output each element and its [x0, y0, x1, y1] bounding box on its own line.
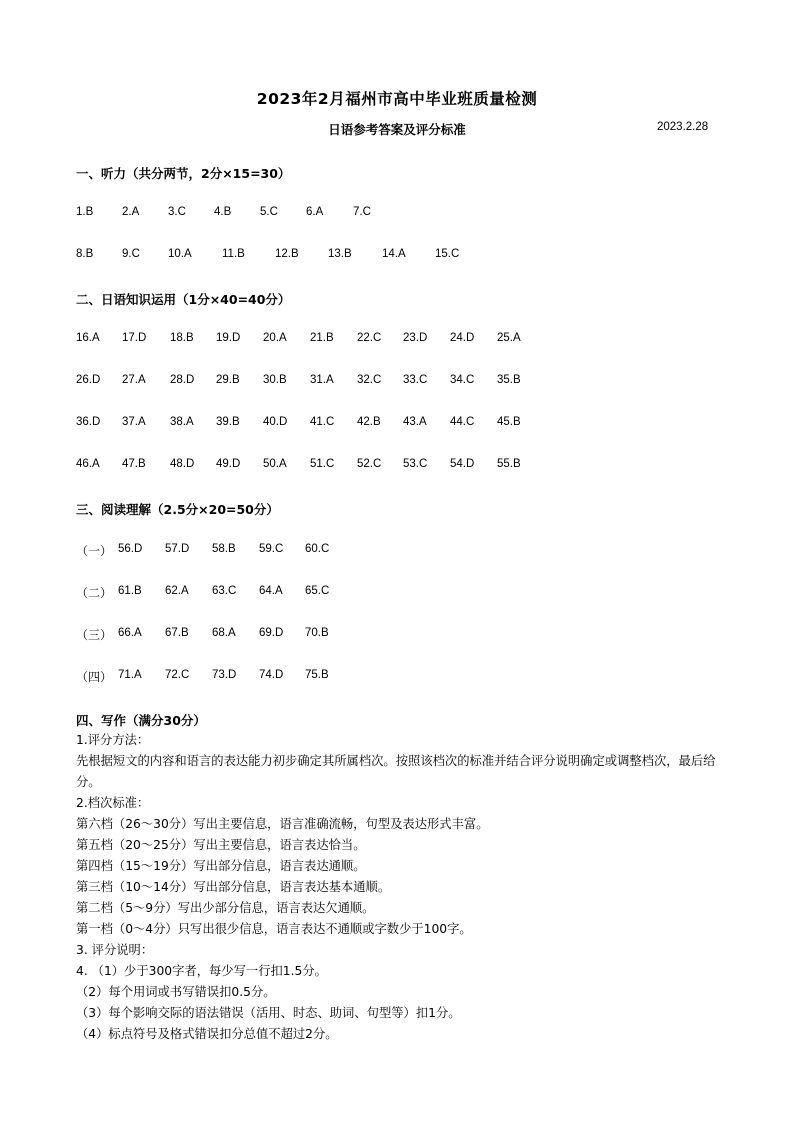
passage-label: （二）: [76, 586, 113, 600]
exam-date: 2023.2.28: [657, 121, 709, 133]
answer-item: 28.D: [170, 374, 195, 386]
answer-item: 29.B: [216, 374, 240, 386]
answer-item: 12.B: [275, 248, 299, 260]
criteria-line: 4. （1）少于300字者，每少写一行扣1.5分。: [76, 964, 327, 978]
answer-item: 71.A: [118, 669, 142, 681]
answer-item: 23.D: [403, 332, 428, 344]
answer-item: 1.B: [76, 206, 94, 218]
answer-item: 75.B: [305, 669, 329, 681]
section-heading-writing: 四、写作（满分30分）: [76, 713, 206, 728]
answer-item: 73.D: [212, 669, 237, 681]
writing-criteria: [76, 730, 724, 1045]
criteria-line: （3）每个影响交际的语法错误（活用、时态、助词、句型等）扣1分。: [76, 1006, 461, 1020]
answer-item: 13.B: [328, 248, 352, 260]
answer-item: 50.A: [263, 458, 287, 470]
answer-item: 36.D: [76, 416, 101, 428]
answer-item: 38.A: [170, 416, 194, 428]
answer-item: 49.D: [216, 458, 241, 470]
answer-item: 57.D: [165, 543, 190, 555]
criteria-line: 2.档次标准：: [76, 796, 150, 810]
answer-item: 25.A: [497, 332, 521, 344]
passage-label: （一）: [76, 544, 113, 558]
answer-item: 46.A: [76, 458, 100, 470]
answer-item: 62.A: [165, 585, 189, 597]
answer-item: 7.C: [353, 206, 371, 218]
answer-item: 55.B: [497, 458, 521, 470]
answer-item: 65.C: [305, 585, 330, 597]
answer-item: 18.B: [170, 332, 194, 344]
answer-item: 3.C: [168, 206, 186, 218]
criteria-line: 先根据短文的内容和语言的表达能力初步确定其所属档次。按照该档次的标准并结合评分说明确定或调整档次，最后给分。: [76, 754, 716, 789]
answer-item: 70.B: [305, 627, 329, 639]
answer-item: 30.B: [263, 374, 287, 386]
answer-item: 48.D: [170, 458, 195, 470]
answer-item: 27.A: [122, 374, 146, 386]
answer-item: 40.D: [263, 416, 288, 428]
criteria-line: 3. 评分说明：: [76, 943, 154, 957]
criteria-line: （2）每个用词或书写错误扣0.5分。: [76, 985, 276, 999]
page-subtitle: 日语参考答案及评分标准: [328, 122, 466, 137]
answer-item: 61.B: [118, 585, 142, 597]
answer-item: 32.C: [357, 374, 382, 386]
answer-item: 16.A: [76, 332, 100, 344]
answer-item: 47.B: [122, 458, 146, 470]
answer-item: 5.C: [260, 206, 278, 218]
answer-item: 64.A: [259, 585, 283, 597]
answer-item: 54.D: [450, 458, 475, 470]
answer-item: 10.A: [168, 248, 192, 260]
answer-item: 72.C: [165, 669, 190, 681]
criteria-line: 第四档（15～19分）写出部分信息，语言表达通顺。: [76, 859, 366, 873]
answer-item: 8.B: [76, 248, 94, 260]
answer-item: 66.A: [118, 627, 142, 639]
answer-item: 15.C: [435, 248, 460, 260]
answer-item: 58.B: [212, 543, 236, 555]
answer-item: 41.C: [310, 416, 335, 428]
criteria-line: 第五档（20～25分）写出主要信息，语言表达恰当。: [76, 838, 366, 852]
answer-item: 4.B: [214, 206, 232, 218]
answer-item: 68.A: [212, 627, 236, 639]
answer-item: 17.D: [122, 332, 147, 344]
answer-item: 42.B: [357, 416, 381, 428]
answer-item: 34.C: [450, 374, 475, 386]
answer-item: 56.D: [118, 543, 143, 555]
answer-item: 44.C: [450, 416, 475, 428]
answer-item: 74.D: [259, 669, 284, 681]
passage-label: （四）: [76, 670, 113, 684]
page-title: 2023年2月福州市高中毕业班质量检测: [256, 90, 538, 108]
criteria-line: 第六档（26～30分）写出主要信息，语言准确流畅，句型及表达形式丰富。: [76, 817, 489, 831]
answer-item: 19.D: [216, 332, 241, 344]
criteria-line: 第三档（10～14分）写出部分信息，语言表达基本通顺。: [76, 880, 391, 894]
section-heading-reading: 三、阅读理解（2.5分×20=50分）: [76, 502, 279, 517]
answer-item: 33.C: [403, 374, 428, 386]
answer-item: 21.B: [310, 332, 334, 344]
answer-item: 26.D: [76, 374, 101, 386]
answer-item: 53.C: [403, 458, 428, 470]
criteria-line: （4）标点符号及格式错误扣分总值不超过2分。: [76, 1027, 338, 1041]
answer-item: 39.B: [216, 416, 240, 428]
criteria-line: 第二档（5～9分）写出少部分信息，语言表达欠通顺。: [76, 901, 375, 915]
answer-item: 20.A: [263, 332, 287, 344]
answer-item: 37.A: [122, 416, 146, 428]
section-heading-knowledge: 二、日语知识运用（1分×40=40分）: [76, 292, 291, 307]
answer-item: 67.B: [165, 627, 189, 639]
answer-item: 11.B: [222, 248, 245, 260]
section-heading-listening: 一、听力（共分两节，2分×15=30）: [76, 166, 291, 181]
answer-item: 63.C: [212, 585, 237, 597]
answer-item: 2.A: [122, 206, 140, 218]
answer-item: 14.A: [382, 248, 406, 260]
answer-item: 51.C: [310, 458, 335, 470]
criteria-line: 第一档（0～4分）只写出很少信息，语言表达不通顺或字数少于100字。: [76, 922, 472, 936]
answer-item: 69.D: [259, 627, 284, 639]
answer-item: 9.C: [122, 248, 140, 260]
answer-item: 52.C: [357, 458, 382, 470]
answer-item: 43.A: [403, 416, 427, 428]
answer-item: 35.B: [497, 374, 521, 386]
answer-item: 24.D: [450, 332, 475, 344]
answer-item: 6.A: [306, 206, 324, 218]
criteria-line: 1.评分方法：: [76, 733, 150, 747]
passage-label: （三）: [76, 628, 113, 642]
answer-item: 59.C: [259, 543, 284, 555]
answer-item: 31.A: [310, 374, 334, 386]
answer-item: 60.C: [305, 543, 330, 555]
answer-item: 22.C: [357, 332, 382, 344]
answer-item: 45.B: [497, 416, 521, 428]
